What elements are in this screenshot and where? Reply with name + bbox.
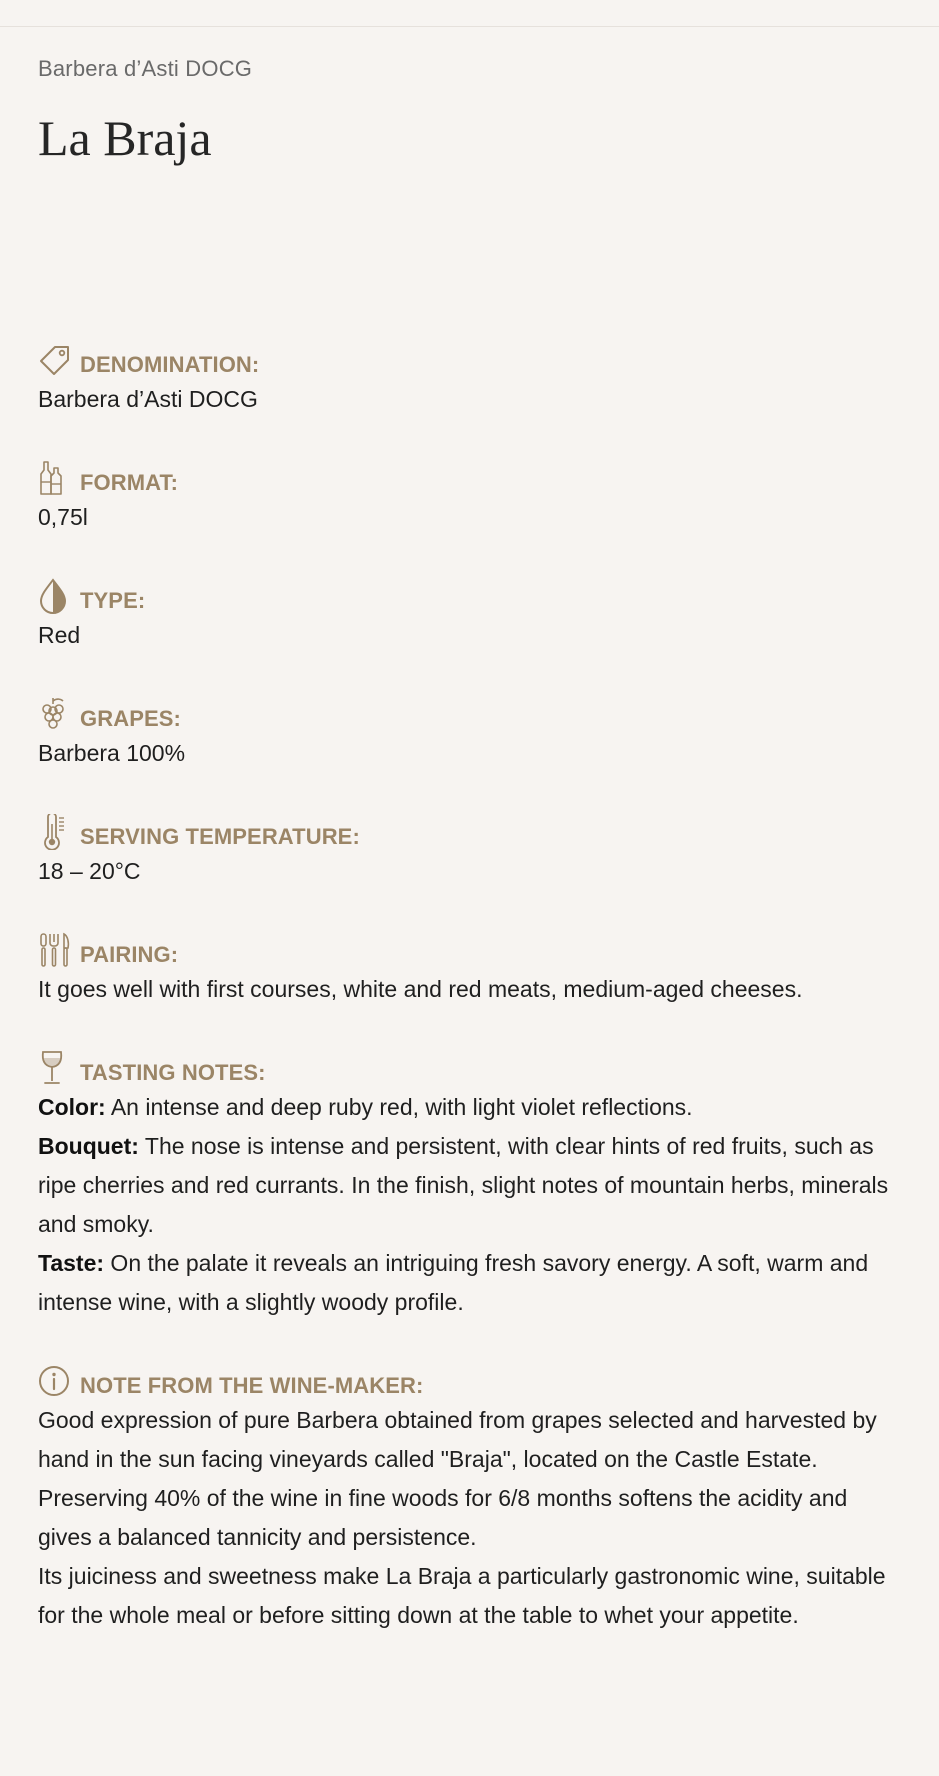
- spec-label: GRAPES:: [80, 706, 181, 731]
- tasting-taste-label: Taste:: [38, 1250, 105, 1276]
- spec-value: It goes well with first courses, white and red meats, medium-aged cheeses.: [38, 976, 803, 1002]
- tasting-color: [38, 1088, 898, 1127]
- spec-label: NOTE FROM THE WINE-MAKER:: [80, 1373, 424, 1398]
- spec-denomination: [38, 340, 898, 419]
- winemaker-paragraph: Preserving 40% of the wine in fine woods for 6/8 months softens the acidity and gives a balanced tannicity and persistence.: [38, 1485, 848, 1550]
- tasting-bouquet-label: Bouquet:: [38, 1133, 139, 1159]
- spec-serving-temperature: [38, 812, 898, 891]
- spec-grapes: [38, 694, 898, 773]
- thermometer-icon: [38, 814, 72, 850]
- spec-winemaker-note: [38, 1361, 898, 1635]
- spec-label: TYPE:: [80, 588, 146, 613]
- spec-value: Barbera d’Asti DOCG: [38, 386, 258, 412]
- tasting-taste-text: On the palate it reveals an intriguing fresh savory energy. A soft, warm and intense wine, with a slightly woody profile.: [38, 1250, 869, 1315]
- cutlery-icon: [38, 932, 72, 968]
- info-icon: [38, 1363, 72, 1399]
- spec-format: [38, 458, 898, 537]
- winemaker-paragraph: Good expression of pure Barbera obtained from grapes selected and harvested by hand in the sun facing vineyards called "Braja", located on the Castle Estate.: [38, 1407, 877, 1472]
- spec-label: SERVING TEMPERATURE:: [80, 824, 360, 849]
- wine-glass-icon: [38, 1050, 72, 1086]
- spec-label: PAIRING:: [80, 942, 179, 967]
- spec-type: [38, 576, 898, 655]
- tasting-color-text: An intense and deep ruby red, with light violet reflections.: [105, 1094, 693, 1120]
- spec-tasting-notes: [38, 1048, 898, 1322]
- tasting-taste: [38, 1244, 898, 1322]
- page-title: La Braja: [38, 110, 212, 166]
- tasting-color-label: Color:: [38, 1094, 106, 1120]
- spec-label: TASTING NOTES:: [80, 1060, 266, 1085]
- spec-list: [38, 340, 898, 1674]
- tasting-bouquet: [38, 1127, 898, 1244]
- winemaker-paragraph: Its juiciness and sweetness make La Braja a particularly gastronomic wine, suitable for the whole meal or before sitting down at the table to whet your appetite.: [38, 1563, 886, 1628]
- bottles-icon: [38, 460, 72, 496]
- top-divider: [0, 26, 939, 27]
- spec-value: 0,75l: [38, 504, 88, 530]
- spec-label: DENOMINATION:: [80, 352, 260, 377]
- spec-value: 18 – 20°C: [38, 858, 141, 884]
- spec-pairing: [38, 930, 898, 1009]
- tasting-bouquet-text: The nose is intense and persistent, with clear hints of red fruits, such as ripe cherries and red currants. In the finish, slight notes of mountain herbs, minerals and smoky.: [38, 1133, 889, 1237]
- wine-denomination-subtitle: Barbera d’Asti DOCG: [38, 56, 253, 81]
- spec-label: FORMAT:: [80, 470, 179, 495]
- tag-icon: [38, 342, 72, 378]
- drop-icon: [38, 578, 72, 614]
- spec-value: Barbera 100%: [38, 740, 186, 766]
- grapes-icon: [38, 696, 72, 732]
- wine-detail: [38, 52, 898, 1628]
- spec-value: Red: [38, 622, 81, 648]
